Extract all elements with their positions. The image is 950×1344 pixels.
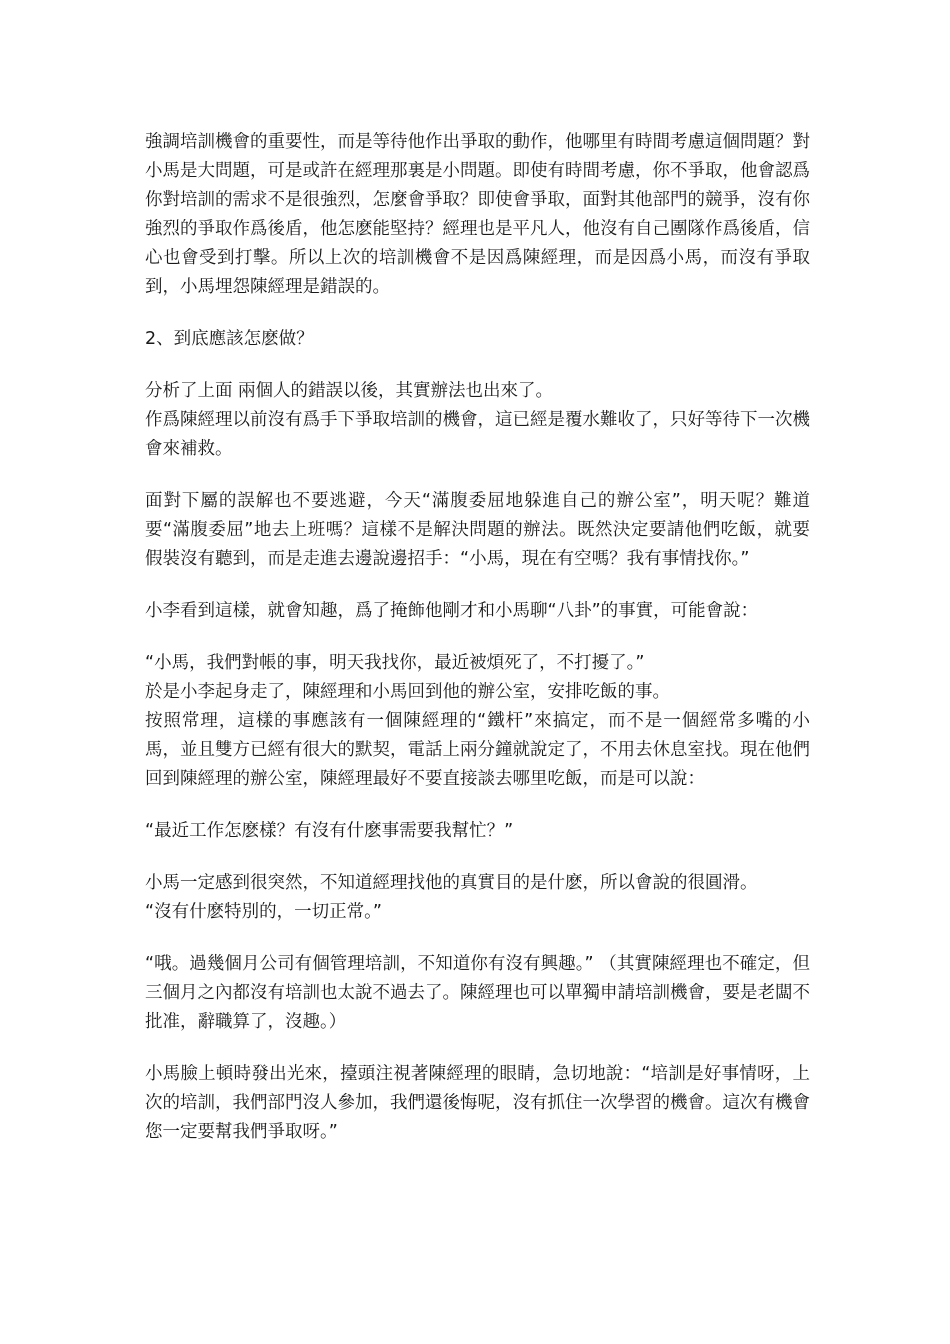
paragraph-training-importance: 強調培訓機會的重要性，而是等待他作出爭取的動作，他哪里有時間考慮這個問題？對小馬是大問題，可是或許在經理那裏是小問題。即使有時間考慮，你不爭取，他會認爲你對培訓的需求不是很強烈，怎麼會爭取？即使會爭取，面對其他部門的競爭，沒有你強烈的爭取作爲後盾，他怎麽能堅持？經理也是平凡人，他沒有自己團隊作爲後盾，信心也會受到打擊。所以上次的培訓機會不是因爲陳經理，而是因爲小馬，而沒有爭取到，小馬埋怨陳經理是錯誤的。 <box>145 132 810 297</box>
paragraph-analysis: 分析了上面 兩個人的錯誤以後，其實辦法也出來了。 <box>145 381 554 401</box>
section-heading-what-to-do: 2、到底應該怎麽做？ <box>145 329 314 349</box>
paragraph-face-misunderstanding: 面對下屬的誤解也不要逃避，今天“滿腹委屈地躲進自己的辦公室”，明天呢？難道要“滿腹委屈”地去上班嗎？這樣不是解決問題的辦法。既然決定要請他們吃飯，就要假裝沒有聽到，而是走進去邊說邊招手：“小馬，現在有空嗎？我有事情找你。” <box>145 491 810 569</box>
quote-manager-question: “最近工作怎麽樣？有沒有什麽事需要我幫忙？” <box>145 821 514 841</box>
document-body <box>145 128 810 1170</box>
paragraph-xiaoli-leaves: 於是小李起身走了，陳經理和小馬回到他的辦公室，安排吃飯的事。 <box>145 682 670 702</box>
quote-xiaoli: “小馬，我們對帳的事，明天我找你，最近被煩死了，不打擾了。” <box>145 653 645 673</box>
quote-xiaoma-answer: “沒有什麽特別的，一切正常。” <box>145 902 382 922</box>
paragraph-xiaoma-surprised: 小馬一定感到很突然，不知道經理找他的真實目的是什麽，所以會說的很圓滑。 <box>145 873 758 893</box>
paragraph-xiaoli-reaction: 小李看到這樣，就會知趣，爲了掩飾他剛才和小馬聊“八卦”的事實，可能會說： <box>145 601 759 621</box>
paragraph-common-sense: 按照常理，這樣的事應該有一個陳經理的“鐵杆”來搞定，而不是一個經常多嘴的小馬，並且雙方已經有很大的默契，電話上兩分鐘就說定了，不用去休息室找。現在他們回到陳經理的辦公室，陳經理最好不要直接談去哪里吃飯，而是可以說： <box>145 711 810 789</box>
paragraph-xiaoma-eager: 小馬臉上頓時發出光來，擡頭注視著陳經理的眼睛，急切地說：“培訓是好事情呀，上次的培訓，我們部門沒人參加，我們還後悔呢，沒有抓住一次學習的機會。這次有機會您一定要幫我們爭取呀。” <box>145 1064 810 1142</box>
quote-manager-training-offer: “哦。過幾個月公司有個管理培訓，不知道你有沒有興趣。” （其實陳經理也不確定，但三個月之內都沒有培訓也太說不過去了。陳經理也可以單獨申請培訓機會，要是老闆不批准，辭職算了，沒趣。） <box>145 954 810 1032</box>
paragraph-manager-remedy: 作爲陳經理以前沒有爲手下爭取培訓的機會，這已經是覆水難收了，只好等待下一次機會來補救。 <box>145 410 810 459</box>
